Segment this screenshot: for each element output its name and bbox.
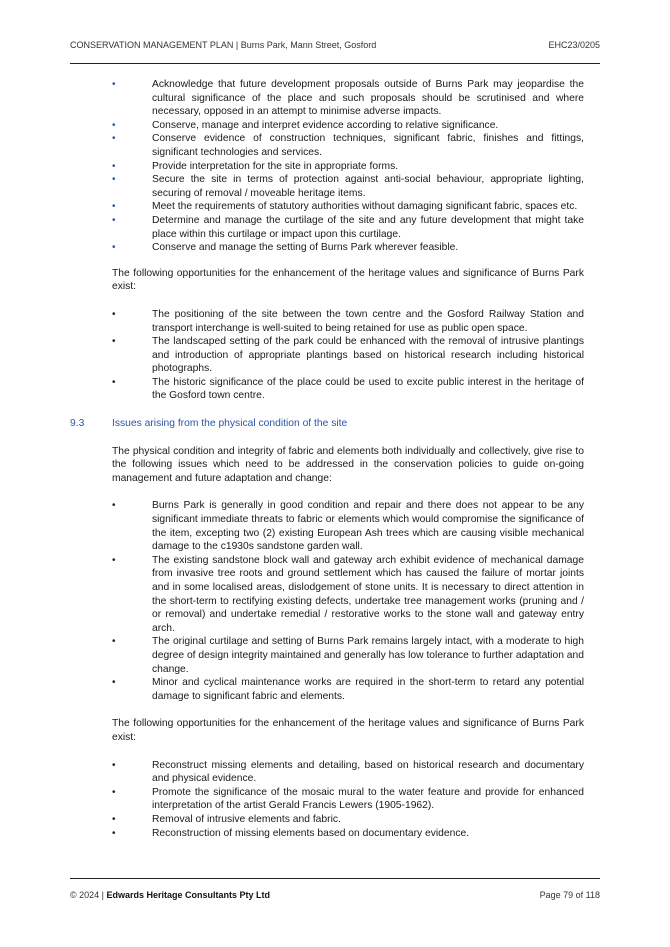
list-item: • Conserve, manage and interpret evidence according to relative significance. (112, 119, 499, 131)
paragraph-opportunities-2: The following opportunities for the enhancement of the heritage values and significance of Burns Park exist: (112, 718, 584, 743)
list-item: • The original curtilage and setting of Burns Park remains largely intact, with a moderate to high degree of design integrity maintained and generally has low tolerance to further adaptation and change. (112, 636, 584, 675)
bullet-list-opportunities-2 (70, 759, 584, 841)
page-footer (70, 890, 600, 900)
section-number: 9.3 (70, 418, 85, 430)
bullet-list-opportunities (70, 308, 584, 403)
section-heading (70, 417, 584, 431)
bullet-icon: • (112, 636, 116, 648)
page-number: Page 79 of 118 (539, 890, 600, 900)
bullet-list-condition-issues (70, 499, 584, 703)
header-divider (70, 63, 600, 64)
bullet-icon: • (112, 79, 116, 90)
list-item: • Burns Park is generally in good condition and repair and there does not appear to be any significant immediate threats to fabric or elements which would compromise the significance of the item, excepting two (2) existing European Ash trees which are causing visible mechanical damage to the c1930s sandstone garden wall. (112, 500, 584, 553)
bullet-icon: • (112, 677, 116, 689)
footer-divider (70, 878, 600, 879)
list-item: • Provide interpretation for the site in appropriate forms. (112, 160, 399, 172)
list-item: • Minor and cyclical maintenance works are required in the short-term to retard any potential damage to significant fabric and elements. (112, 677, 584, 702)
bullet-icon: • (112, 827, 116, 839)
bullet-icon: • (112, 308, 116, 320)
list-item: • Determine and manage the curtilage of the site and any future development that might take place within this curtilage or impact upon this curtilage. (112, 214, 584, 240)
bullet-icon: • (112, 336, 116, 348)
bullet-icon: • (112, 119, 116, 131)
list-item: • The positioning of the site between the town centre and the Gosford Railway Station and transport interchange is well-suited to being retained for use as public open space. (112, 308, 584, 334)
list-item: • Secure the site in terms of protection against anti-social behaviour, appropriate lighting, securing of removal / moveable heritage items. (112, 174, 584, 199)
bullet-icon: • (112, 759, 116, 771)
list-item: • Conserve evidence of construction techniques, significant fabric, finishes and fittings, significant technologies and services. (112, 133, 584, 158)
page-header (70, 40, 600, 50)
footer-copyright: © 2024 | Edwards Heritage Consultants Pty Ltd (70, 890, 271, 900)
paragraph-opportunities: The following opportunities for the enhancement of the heritage values and significance of Burns Park exist: (112, 267, 584, 293)
bullet-icon: • (112, 201, 116, 213)
bullet-icon: • (112, 242, 116, 254)
bullet-icon: • (112, 133, 116, 145)
list-item: • The historic significance of the place could be used to excite public interest in the heritage of the Gosford town centre. (112, 376, 584, 402)
list-item: • Meet the requirements of statutory authorities without damaging significant fabric, spaces etc. (112, 201, 578, 213)
bullet-icon: • (112, 554, 116, 566)
list-item: • Acknowledge that future development proposals outside of Burns Park may jeopardise the cultural significance of the place and such proposals should be scrutinised and where necessary, opposed in an attempt to minimise adverse impacts. (112, 79, 584, 118)
header-title: CONSERVATION MANAGEMENT PLAN | Burns Park, Mann Street, Gosford (70, 40, 377, 50)
footer-company: Edwards Heritage Consultants Pty Ltd (106, 890, 271, 900)
bullet-icon: • (112, 174, 116, 186)
page-content (70, 78, 584, 840)
bullet-icon: • (112, 786, 116, 798)
bullet-list-actions (70, 78, 584, 255)
section-title: Issues arising from the physical condition of the site (112, 418, 348, 430)
list-item: • Removal of intrusive elements and fabric. (112, 813, 341, 825)
bullet-icon: • (112, 813, 116, 825)
list-item: • Promote the significance of the mosaic mural to the water feature and provide for enhanced interpretation of the artist Gerald Francis Lewers (1905-1962). (112, 786, 584, 812)
bullet-icon: • (112, 214, 116, 226)
header-reference: EHC23/0205 (548, 40, 600, 50)
paragraph-condition: The physical condition and integrity of fabric and elements both individually and collectively, give rise to the following issues which need to be addressed in the conservation policies to guide on-going management and future adaptation and change: (112, 445, 584, 484)
bullet-icon: • (112, 376, 116, 388)
list-item: • The existing sandstone block wall and gateway arch exhibit evidence of mechanical damage from invasive tree roots and ground settlement which has caused the failure of mortar joints and in some localised areas, dislodgement of stone units. It is necessary to direct attention in the short-term to rectifying existing defects, undertake tree management works (pruning and / or removal) and undertake remedial / restorative works to the stone wall and gateway entry arch. (112, 554, 584, 634)
list-item: • Reconstruction of missing elements based on documentary evidence. (112, 827, 470, 839)
bullet-icon: • (112, 500, 116, 512)
list-item: • The landscaped setting of the park could be enhanced with the removal of intrusive plantings and introduction of appropriate plantings based on historical research including historical photographs. (112, 336, 584, 375)
list-item: • Conserve and manage the setting of Burns Park wherever feasible. (112, 242, 459, 254)
list-item: • Reconstruct missing elements and detailing, based on historical research and documentary and physical evidence. (112, 759, 584, 785)
bullet-icon: • (112, 160, 116, 172)
